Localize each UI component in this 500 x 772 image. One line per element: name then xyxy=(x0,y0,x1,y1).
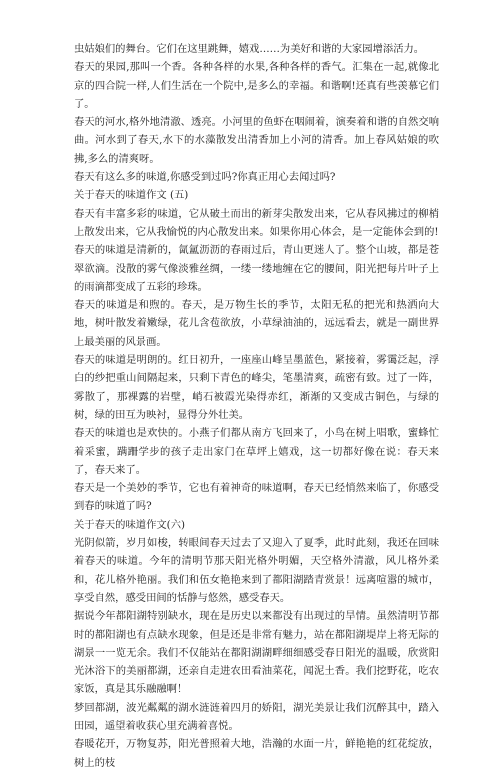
paragraph: 春天的味道也是欢快的。小燕子们都从南方飞回来了，小鸟在树上唱歌，蜜蜂忙着采蜜，蹒跚学步的孩子走出家门在草坪上嬉戏，这一切都好像在说：春天来了，春天来了。 xyxy=(74,427,439,476)
paragraph: 春天是一个美妙的季节，它也有着神奇的味道啊，春天已经悄然来临了，你感受到春的味道了吗? xyxy=(74,482,439,513)
paragraph: 春天的味道是和煦的。春天，是万物生长的季节，太阳无私的把光和热洒向大地，树叶散发着嫩绿，花儿含苞欲放，小草绿油油的，远远看去，就是一副世界上最美丽的风景画。 xyxy=(74,299,439,348)
section-heading: 关于春天的味道作文 (五) xyxy=(74,189,189,202)
paragraph: 据说今年都阳湖特别缺水，现在是历史以来都没有出现过的旱情。虽然清明节都时的都阳湖也有点缺水现象，但是还是非常有魅力，站在都阳湖堤岸上将无际的湖景一一览无余。我们不仅能站在都阳湖湖畔细细感受春日阳光的温暖，欣赏阳光沐浴下的美丽都湖，还亲自走进农田看油菜花，闻泥土香。我们挖野花，吃农家饭，真是其乐融融啊！ xyxy=(74,610,439,696)
paragraph: 虫姑娘们的舞台。它们在这里跳舞，嬉戏……为美好和谐的大家园增添活力。 xyxy=(74,43,425,55)
paragraph: 春天有这么多的味道,你感受到过吗?你真正用心去闻过吗? xyxy=(74,171,336,184)
paragraph: 春天的河水,格外地清澈、透亮。小河里的鱼虾在咽闹着，演奏着和谐的自然交响曲。河水到了春天,水下的水藻散发出清香加上小河的清香。加上春风姑娘的吹拂,多么的清爽呀。 xyxy=(74,116,439,165)
paragraph: 光阴似箭，岁月如梭，转眼间春天过去了又迎入了夏季，此时此刻，我还在回味着春天的味道。今年的清明节那天阳光格外明媚，天空格外清澈，风儿格外柔和，花儿格外艳丽。我们和伍女艳艳来到了都阳湖踏青赏景！远离喧嚣的城市，享受自然，感受田间的恬静与悠然，感受春天。 xyxy=(74,537,439,604)
paragraph: 春天有丰富多彩的味道，它从破土而出的新芽尖散发出来，它从春风拂过的柳梢上散发出来，它从我愉悦的内心散发出来。如果你用心体会，是一定能体会到的! xyxy=(74,207,439,238)
article-body xyxy=(74,40,439,772)
section-heading: 关于春天的味道作文(六) xyxy=(74,518,186,531)
paragraph: 梦回都湖，波光粼粼的湖水涟涟着四月的娇阳，湖光美景让我们沉醉其中，踏入田园，遥望着收获心里充满着喜悦。 xyxy=(74,701,439,732)
paragraph: 春天的味道是清新的，氤氲沥沥的春雨过后，青山更迷人了。整个山坡，都是苍翠欲滴。没散的雾气像淡雅丝绸，一缕一缕地缠在它的腰间，阳光把每片叶子上的雨滴都变成了五彩的珍珠。 xyxy=(74,244,439,293)
paragraph: 春暖花开，万物复苏，阳光普照着大地，浩瀚的水面一片，鲜艳艳的红花绽放，树上的枝 xyxy=(74,738,439,769)
paragraph: 春天的果园,那叫一个香。各种各样的水果,各种各样的香气。汇集在一起,就像北京的四合院一样,人们生活在一个院中,是多么的幸福。和谐啊!还真有些羡慕它们了。 xyxy=(74,61,439,110)
paragraph: 春天的味道是明朗的。红日初升，一座座山峰呈墨蓝色，紧接着，雾霭泛起，浮白的纱把重山间隔起来，只剩下青色的峰尖，笔墨清爽，疏密有致。过了一阵，雾散了，那裸露的岩壁，峭石被霞光染得赤红，渐渐的又变成古铜色，与绿的树，绿的田互为映衬，显得分外壮美。 xyxy=(74,354,439,421)
